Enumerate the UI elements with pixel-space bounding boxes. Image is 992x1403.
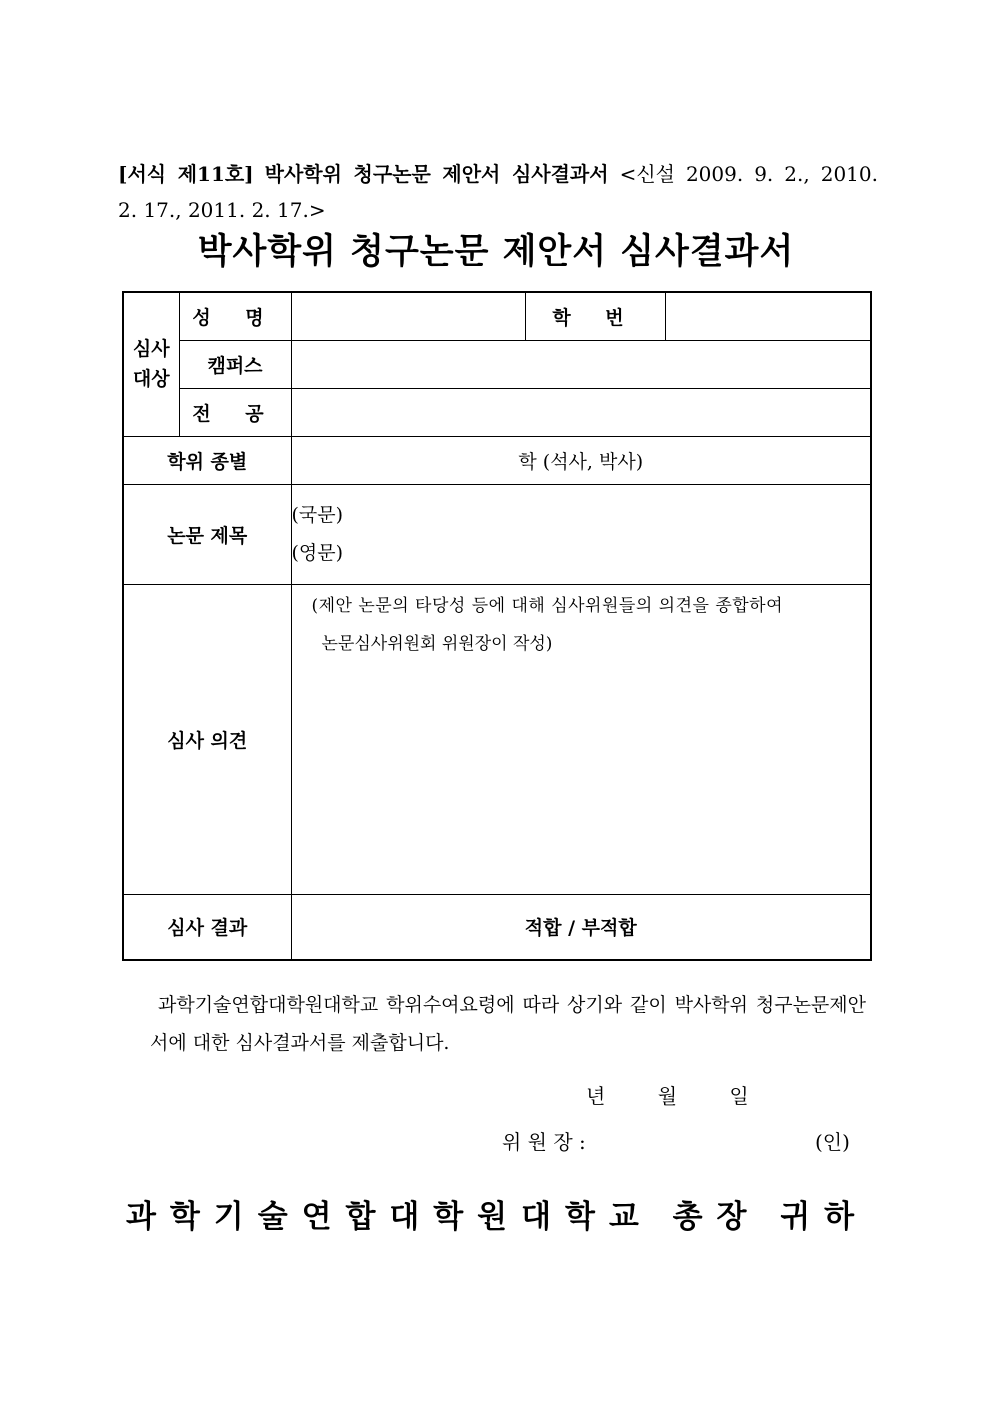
name-field[interactable] [291,292,525,340]
degree-type-label: 학위 종별 [123,436,291,484]
review-form-table [122,291,872,961]
form-name: 박사학위 청구논문 제안서 심사결과서 [264,162,609,186]
opinion-guide-line-2: 논문심사위원회 위원장이 작성) [321,633,553,654]
thesis-title-field[interactable] [291,484,871,584]
review-target-label: 심사 대상 [123,292,179,436]
degree-type-value[interactable]: 학 (석사, 박사) [291,436,871,484]
review-result-value[interactable]: 적합 / 부적합 [291,894,871,960]
review-opinion-label: 심사 의견 [123,584,291,894]
form-header [118,159,878,189]
student-id-field[interactable] [665,292,871,340]
thesis-title-english: (영문) [291,542,344,564]
opinion-guide-line-1: (제안 논문의 타당성 등에 대해 심사위원들의 의견을 종합하여 [311,595,784,616]
statement-paragraph: 과학기술연합대학원대학교 학위수여요령에 따라 상기와 같이 박사학위 청구논문제안서에 대한 심사결과서를 제출합니다. [150,994,866,1054]
addressee-line [126,1191,868,1236]
date-year: 년 [586,1084,606,1108]
name-label: 성 명 [179,292,291,340]
seal-mark[interactable]: (인) [815,1130,850,1154]
date-day: 일 [729,1084,749,1108]
form-history: <신설 2009. 9. 2., 2010. [619,162,878,186]
addressee-honorific: 귀하 [780,1199,868,1235]
document-title: 박사학위 청구논문 제안서 심사결과서 [197,231,795,272]
date-line [586,1080,749,1109]
student-id-label: 학 번 [525,292,665,340]
major-field[interactable] [291,388,871,436]
date-month: 월 [657,1084,678,1108]
campus-field[interactable] [291,340,871,388]
review-opinion-field[interactable] [291,584,871,894]
campus-label: 캠퍼스 [179,340,291,388]
president-title: 총장 [672,1199,761,1235]
thesis-title-korean: (국문) [291,504,344,526]
form-history-continued: 2. 17., 2011. 2. 17.> [118,198,326,222]
school-name: 과학기술연합대학원대학교 [126,1199,653,1235]
thesis-title-label: 논문 제목 [123,484,291,584]
chair-label: 위 원 장 : [502,1130,586,1154]
review-result-label: 심사 결과 [123,894,291,960]
major-label: 전 공 [179,388,291,436]
form-number: [서식 제11호] [118,162,254,186]
